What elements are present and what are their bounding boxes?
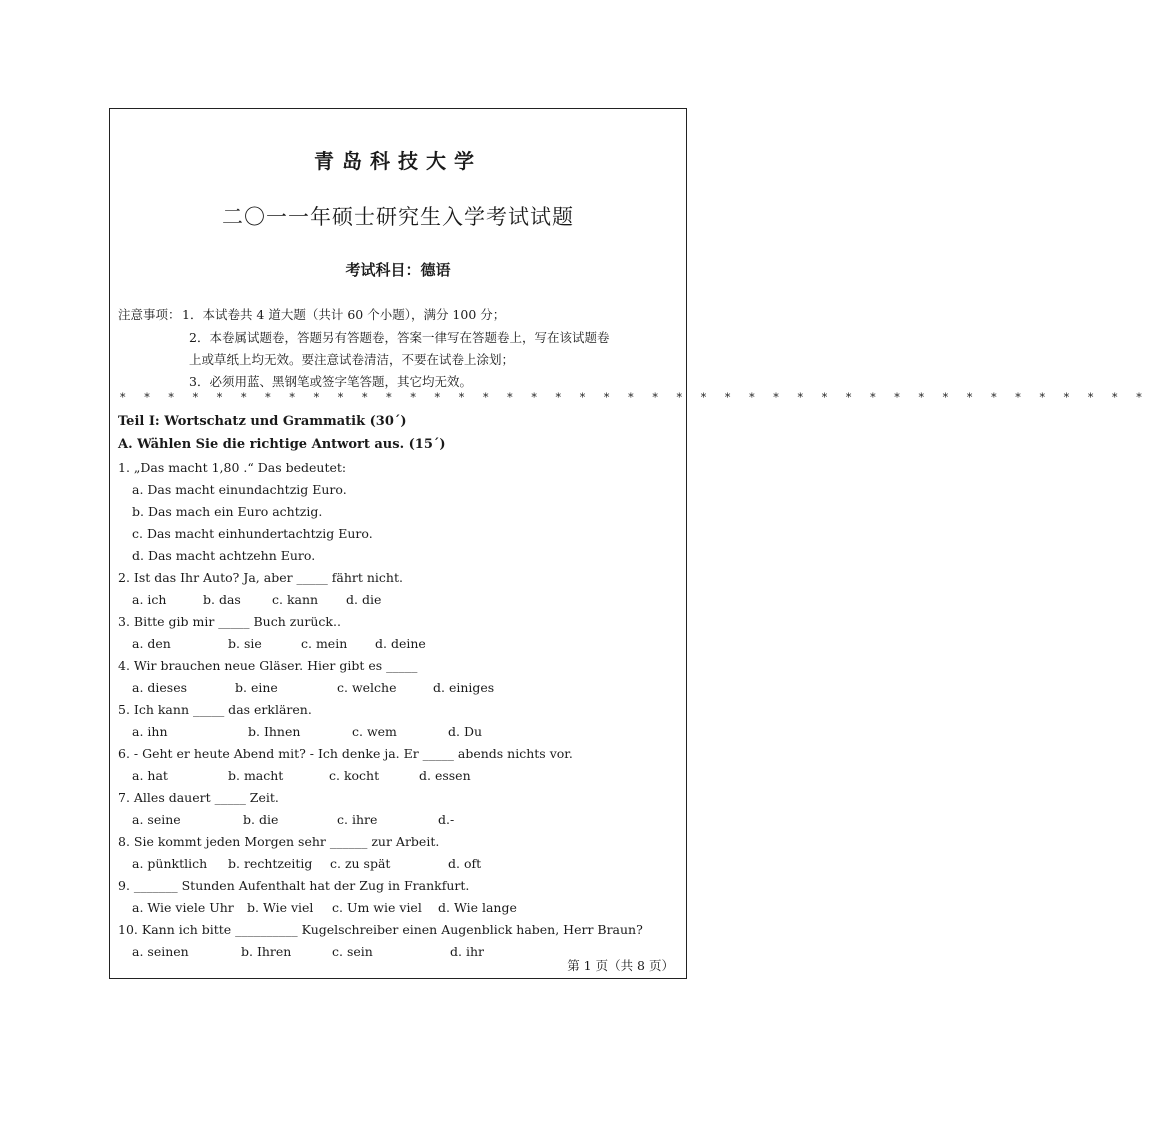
question-1-option-d: d. Das macht achtzehn Euro. xyxy=(132,548,316,563)
question-8-option-b: b. rechtzeitig xyxy=(228,856,313,871)
question-8-option-c: c. zu spät xyxy=(330,856,391,871)
question-1-option-b: b. Das mach ein Euro achtzig. xyxy=(132,504,323,519)
notes-item-3: 3．必须用蓝、黑钢笔或签字笔答题，其它均无效。 xyxy=(189,374,472,389)
exam-page-frame xyxy=(109,108,1149,979)
question-7-option-a: a. seine xyxy=(132,812,181,827)
question-8-option-a: a. pünktlich xyxy=(132,856,208,871)
question-1-option-a: a. Das macht einundachtzig Euro. xyxy=(132,482,347,497)
question-9: 9. _______ Stunden Aufenthalt hat der Zug in Frankfurt. xyxy=(118,878,470,893)
question-10: 10. Kann ich bitte __________ Kugelschreiber einen Augenblick haben, Herr Braun? xyxy=(118,922,643,937)
question-5-option-a: a. ihn xyxy=(132,724,168,739)
question-4: 4. Wir brauchen neue Gläser. Hier gibt es _____ xyxy=(118,658,418,673)
question-10-option-b: b. Ihren xyxy=(241,944,292,959)
question-10-option-c: c. sein xyxy=(332,944,373,959)
question-2-option-d: d. die xyxy=(346,592,382,607)
notes-item-1: 1．本试卷共 4 道大题（共计 60 个小题），满分 100 分； xyxy=(182,307,506,322)
question-9-option-a: a. Wie viele Uhr xyxy=(132,900,234,915)
question-4-option-a: a. dieses xyxy=(132,680,188,695)
question-10-option-d: d. ihr xyxy=(450,944,484,959)
question-8: 8. Sie kommt jeden Morgen sehr ______ zur Arbeit. xyxy=(118,834,440,849)
question-7: 7. Alles dauert _____ Zeit. xyxy=(118,790,279,805)
question-9-option-d: d. Wie lange xyxy=(438,900,517,915)
question-2-option-c: c. kann xyxy=(272,592,319,607)
question-7-option-b: b. die xyxy=(243,812,279,827)
question-5: 5. Ich kann _____ das erklären. xyxy=(118,702,312,717)
question-5-option-b: b. Ihnen xyxy=(248,724,301,739)
exam-title: 二〇一一年硕士研究生入学考试试题 xyxy=(222,205,574,229)
section-title: A. Wählen Sie die richtige Antwort aus. (15´) xyxy=(118,437,446,452)
question-1-option-c: c. Das macht einhundertachtzig Euro. xyxy=(132,526,373,541)
question-6-option-a: a. hat xyxy=(132,768,168,783)
part-title: Teil I: Wortschatz und Grammatik (30´) xyxy=(118,414,407,429)
question-2-option-a: a. ich xyxy=(132,592,167,607)
question-4-option-b: b. eine xyxy=(235,680,278,695)
question-2: 2. Ist das Ihr Auto? Ja, aber _____ fährt nicht. xyxy=(118,570,403,585)
question-6-option-d: d. essen xyxy=(419,768,471,783)
question-5-option-c: c. wem xyxy=(352,724,397,739)
question-3-option-b: b. sie xyxy=(228,636,262,651)
question-9-option-c: c. Um wie viel xyxy=(332,900,422,915)
question-2-option-b: b. das xyxy=(203,592,241,607)
question-5-option-d: d. Du xyxy=(448,724,483,739)
question-9-option-b: b. Wie viel xyxy=(247,900,314,915)
question-1: 1. „Das macht 1,80 .“ Das bedeutet: xyxy=(118,460,347,475)
question-6-option-c: c. kocht xyxy=(329,768,380,783)
question-6: 6. - Geht er heute Abend mit? - Ich denke ja. Er _____ abends nichts vor. xyxy=(118,746,573,761)
question-7-option-c: c. ihre xyxy=(337,812,378,827)
page-number: 第 1 页（共 8 页） xyxy=(567,958,674,973)
notes-item-2b: 上或草纸上均无效。要注意试卷清洁，不要在试卷上涂划； xyxy=(189,352,515,367)
question-3-option-d: d. deine xyxy=(375,636,426,651)
university-name: 青岛科技大学 xyxy=(314,149,482,173)
notes-label: 注意事项： xyxy=(118,307,181,322)
question-3-option-c: c. mein xyxy=(301,636,348,651)
question-6-option-b: b. macht xyxy=(228,768,284,783)
question-3-option-a: a. den xyxy=(132,636,171,651)
exam-subject: 考试科目：德语 xyxy=(345,261,451,279)
question-4-option-d: d. einiges xyxy=(433,680,495,695)
question-4-option-c: c. welche xyxy=(337,680,397,695)
question-10-option-a: a. seinen xyxy=(132,944,189,959)
question-3: 3. Bitte gib mir _____ Buch zurück.. xyxy=(118,614,341,629)
notes-item-2a: 2．本卷属试题卷，答题另有答题卷，答案一律写在答题卷上，写在该试题卷 xyxy=(189,330,610,345)
question-8-option-d: d. oft xyxy=(448,856,482,871)
question-7-option-d: d.- xyxy=(438,812,455,827)
separator-stars: * * * * * * * * * * * * * * * * * * * * * * * * * * * * * * * * * * * * * * * * * * * xyxy=(120,391,1149,404)
